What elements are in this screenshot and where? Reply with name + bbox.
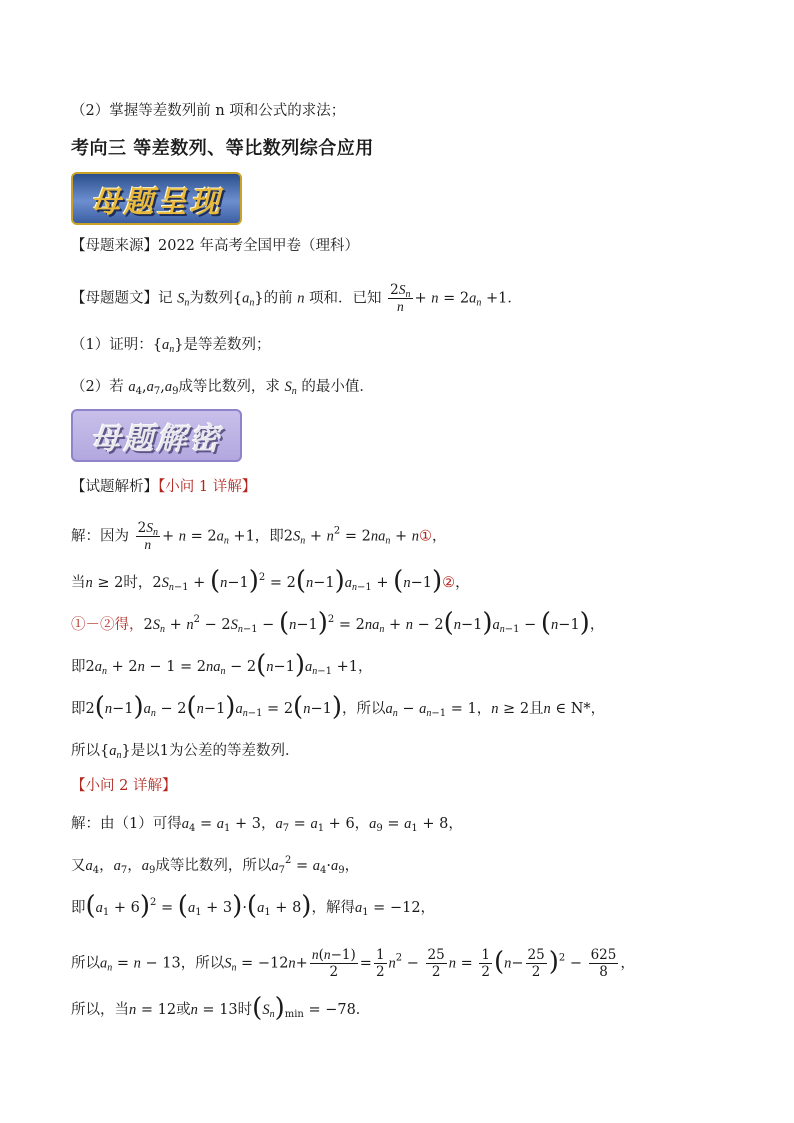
part2-line-3: 即$(a_1 + 6)^2 = (a_1 + 3)\cdot(a_1 + 8)$，解得$a_1 = -12$， xyxy=(71,891,436,921)
solution-text: 当 xyxy=(71,575,86,591)
part2-line-1: 解：由（1）可得$a_4 = a_1 + 3$，$a_7 = a_1 + 6$，$a_9 = a_1 + 8$， xyxy=(71,816,463,834)
solution-text: 解：由（1）可得 xyxy=(71,816,182,832)
question-line: 【母题题文】记 $S_n$为数列$\{a_n\}$的前 n 项和．已知 $\frac{2S_n}{n}$ + $n = 2a_n +1$． xyxy=(71,282,522,314)
solution-text: ①－②得， xyxy=(71,617,144,633)
question-text: 项和．已知 xyxy=(309,290,382,307)
part2-header xyxy=(71,776,176,796)
solution-text: 所以 xyxy=(356,701,386,717)
solution-text: 又 xyxy=(71,858,86,874)
question-part-1: （1）证明：$\{a_n\}$是等差数列； xyxy=(71,337,271,355)
question-text: （2）若 xyxy=(71,379,124,395)
part1-label: 【小问 1 详解】 xyxy=(158,479,257,495)
banner-solution-text: 母题解密 xyxy=(90,421,223,457)
fraction: $\frac{25}{2}$ xyxy=(427,947,445,980)
solution-line-5: 即$2(n-1)a_n - 2(n-1)a_{n-1} = 2(n-1)$，所以$a_n - a_{n-1} = 1$，n ≥ 2且n ∈ N*， xyxy=(71,692,606,722)
solution-text: 或 xyxy=(176,1002,191,1018)
source-line xyxy=(71,236,359,256)
solution-text: 即 xyxy=(71,659,86,675)
fraction: $\frac{n(n-1)}{2}$ xyxy=(311,947,356,980)
solution-text: 时， xyxy=(123,575,153,591)
solution-text: 且 xyxy=(529,701,544,717)
source-text: 2022 年高考全国甲卷（理科） xyxy=(158,238,360,254)
solution-line-1: 解：因为 $\frac{2S_n}{n}$ + $n = 2a_n +1$，即$2S_n + n^2 = 2na_n$ + n①， xyxy=(71,520,447,552)
question-label: 【母题题文】 xyxy=(71,290,158,307)
analysis-label: 【试题解析】 xyxy=(71,479,158,495)
solution-text: ，解得 xyxy=(311,900,355,916)
fraction: $\frac{25}{2}$ xyxy=(527,947,545,980)
question-part-2: （2）若 $a_4,a_7,a_9$成等比数列，求 $S_n$ 的最小值． xyxy=(71,379,374,397)
question-text: 记 xyxy=(158,290,173,307)
banner-solution xyxy=(71,409,242,462)
solution-text: 所以，当 xyxy=(71,1002,129,1018)
question-text: 为数列 xyxy=(189,290,233,307)
solution-line-2: 当n ≥ 2时，$2S_{n-1} + (n-1)^2 = 2(n-1)a_{n-1}$ + (n−1)②， xyxy=(71,566,470,596)
fraction: $\frac{625}{8}$ xyxy=(590,947,617,980)
solution-conclusion-1: 所以$\{a_n\}$是以1为公差的等差数列． xyxy=(71,743,300,761)
fraction: $\frac{1}{2}$ xyxy=(375,947,385,980)
solution-text: 即 xyxy=(71,900,86,916)
question-text: 是等差数列； xyxy=(183,337,271,353)
solution-text: 解：因为 xyxy=(71,528,129,545)
question-text: （1）证明： xyxy=(71,337,153,353)
question-text: 的前 xyxy=(263,290,293,307)
solution-text: 是以1为公差的等差数列． xyxy=(130,743,300,759)
fraction: $\frac{2S_n}{n}$ xyxy=(137,520,158,552)
solution-text: 成等比数列，所以 xyxy=(155,858,272,874)
question-text: 成等比数列，求 xyxy=(178,379,280,395)
solution-line-4: 即$2a_n + 2n - 1 = 2na_n - 2(n-1)a_{n-1} +1$， xyxy=(71,650,373,680)
analysis-header xyxy=(71,477,256,497)
objective-line: （2）掌握等差数列前 n 项和公式的求法； xyxy=(71,103,346,119)
solution-text: 所以 xyxy=(195,955,225,972)
part2-label: 【小问 2 详解】 xyxy=(71,778,177,794)
part2-line-4: 所以$a_n = n - 13$，所以$S_n = -12n+$ $\frac{n(n-1)}{2}$ = $\frac{1}{2}$ $n^2$ − $\frac{25}{2}$ n = $\frac{1}{2}$ (n− $\frac{25}{2}$ )$^2$ − $\frac{625}{8}$ ， xyxy=(71,946,635,980)
solution-text: 所以 xyxy=(71,955,100,972)
banner-problem xyxy=(71,172,242,225)
section-heading: 考向三 等差数列、等比数列综合应用 xyxy=(71,138,374,159)
fraction: $\frac{2S_n}{n}$ xyxy=(390,282,411,314)
fraction: $\frac{1}{2}$ xyxy=(481,947,490,980)
banner-problem-text: 母题呈现 xyxy=(90,184,223,220)
solution-text: 即 xyxy=(269,528,284,545)
solution-line-3: ①－②得，$2S_n + n^2 - 2S_{n-1} - (n-1)^2 = 2na_n + n - 2(n-1)a_{n-1} - (n-1)$， xyxy=(71,608,605,638)
solution-text: 即 xyxy=(71,701,86,717)
source-label: 【母题来源】 xyxy=(71,238,158,254)
solution-text: 所以 xyxy=(71,743,100,759)
solution-text: 时 xyxy=(237,1002,253,1018)
part2-line-2: 又$a_4$，$a_7$，$a_9$成等比数列，所以$a_7^2 = a_4\cdot a_9$， xyxy=(71,855,360,876)
part2-line-5: 所以，当n = 12或n = 13时$(S_n)_{min} = -78$． xyxy=(71,993,371,1023)
question-text: 的最小值． xyxy=(301,379,374,395)
